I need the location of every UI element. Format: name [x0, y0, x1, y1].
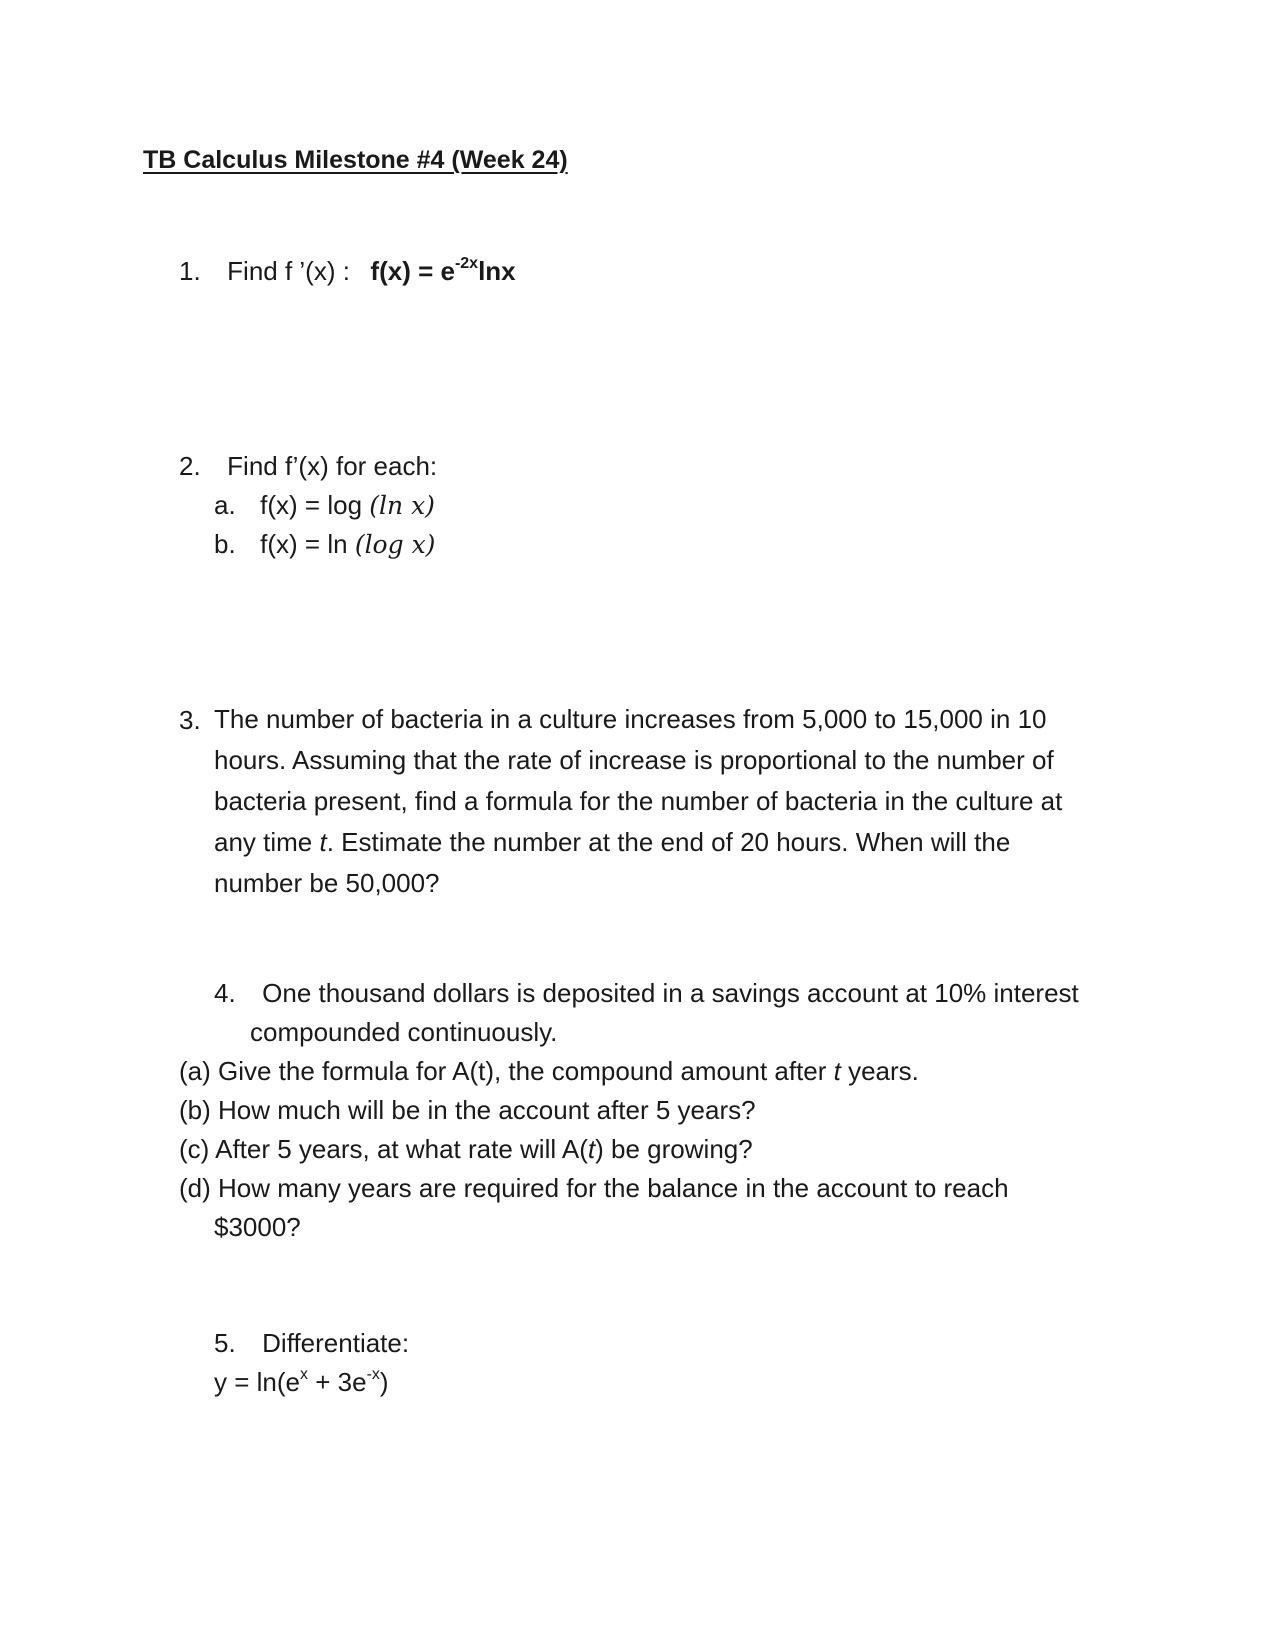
- page-title: TB Calculus Milestone #4 (Week 24): [143, 146, 568, 174]
- q3-variable-t: t: [319, 827, 327, 857]
- q5-prompt: Differentiate:: [262, 1328, 410, 1358]
- q5-equation: [214, 1366, 389, 1397]
- q2-b-label: b.: [214, 529, 236, 559]
- q1-prompt: Find f ’(x) :: [227, 256, 350, 286]
- q4-part-a: [179, 1058, 919, 1084]
- q4-part-c: [179, 1136, 753, 1162]
- q4-c-post: ) be growing?: [595, 1134, 753, 1164]
- q4-c-pre: (c) After 5 years, at what rate will A(: [179, 1134, 588, 1164]
- q2-b-math: (log x): [354, 530, 436, 559]
- q4-part-d: (d) How many years are required for the balance in the account to reach: [179, 1173, 1009, 1203]
- q5-exp-2: -x: [366, 1366, 380, 1384]
- q2-prompt: Find f’(x) for each:: [227, 451, 438, 481]
- q2-a-label: a.: [214, 490, 236, 520]
- q4-number: 4.: [214, 978, 236, 1008]
- q2-part-a: [214, 492, 435, 518]
- q5-eq-1: y = ln(e: [214, 1367, 300, 1397]
- q4-c-variable-t: t: [587, 1134, 596, 1164]
- question-2: [179, 453, 437, 479]
- q2-number: 2.: [179, 451, 201, 481]
- q1-func-exponent: -2x: [454, 255, 479, 273]
- q5-eq-3: ): [379, 1367, 389, 1397]
- q2-a-math: (ln x): [369, 491, 435, 520]
- q4-a-variable-t: t: [833, 1056, 841, 1086]
- q2-part-b: [214, 531, 435, 557]
- question-3: [214, 699, 1094, 904]
- q5-eq-2: + 3e: [308, 1367, 367, 1397]
- q4-part-d-cont: $3000?: [214, 1212, 301, 1242]
- question-4: [214, 980, 1079, 1006]
- q1-func-suffix: lnx: [478, 256, 516, 286]
- q1-func-prefix: f(x) = e: [370, 256, 455, 286]
- question-5: [214, 1330, 409, 1356]
- question-1: [179, 255, 516, 286]
- q4-a-text: (a) Give the formula for A(t), the compound amount after: [179, 1056, 834, 1086]
- q5-exp-1: x: [300, 1366, 308, 1384]
- q5-number: 5.: [214, 1328, 236, 1358]
- q3-text-1: The number of bacteria in a culture increases from 5,000 to 15,000 in 10 hours. Assuming that the rate of increase is proportional to the number of bacteria present, find a formula for the number of bacteria in the culture at any time: [214, 704, 1063, 857]
- q4-line-2: compounded continuously.: [250, 1017, 558, 1047]
- q1-function: [370, 256, 515, 286]
- q4-part-b: (b) How much will be in the account after 5 years?: [179, 1095, 756, 1125]
- q2-a-prefix: f(x) = log: [260, 490, 363, 520]
- q3-number: 3.: [179, 705, 201, 735]
- q4-line-1: One thousand dollars is deposited in a savings account at 10% interest: [262, 978, 1079, 1008]
- q4-a-tail: years.: [840, 1056, 919, 1086]
- q3-text-2: . Estimate the number at the end of 20 hours. When will the number be 50,000?: [214, 827, 1011, 898]
- q2-b-prefix: f(x) = ln: [260, 529, 348, 559]
- q1-number: 1.: [179, 256, 201, 286]
